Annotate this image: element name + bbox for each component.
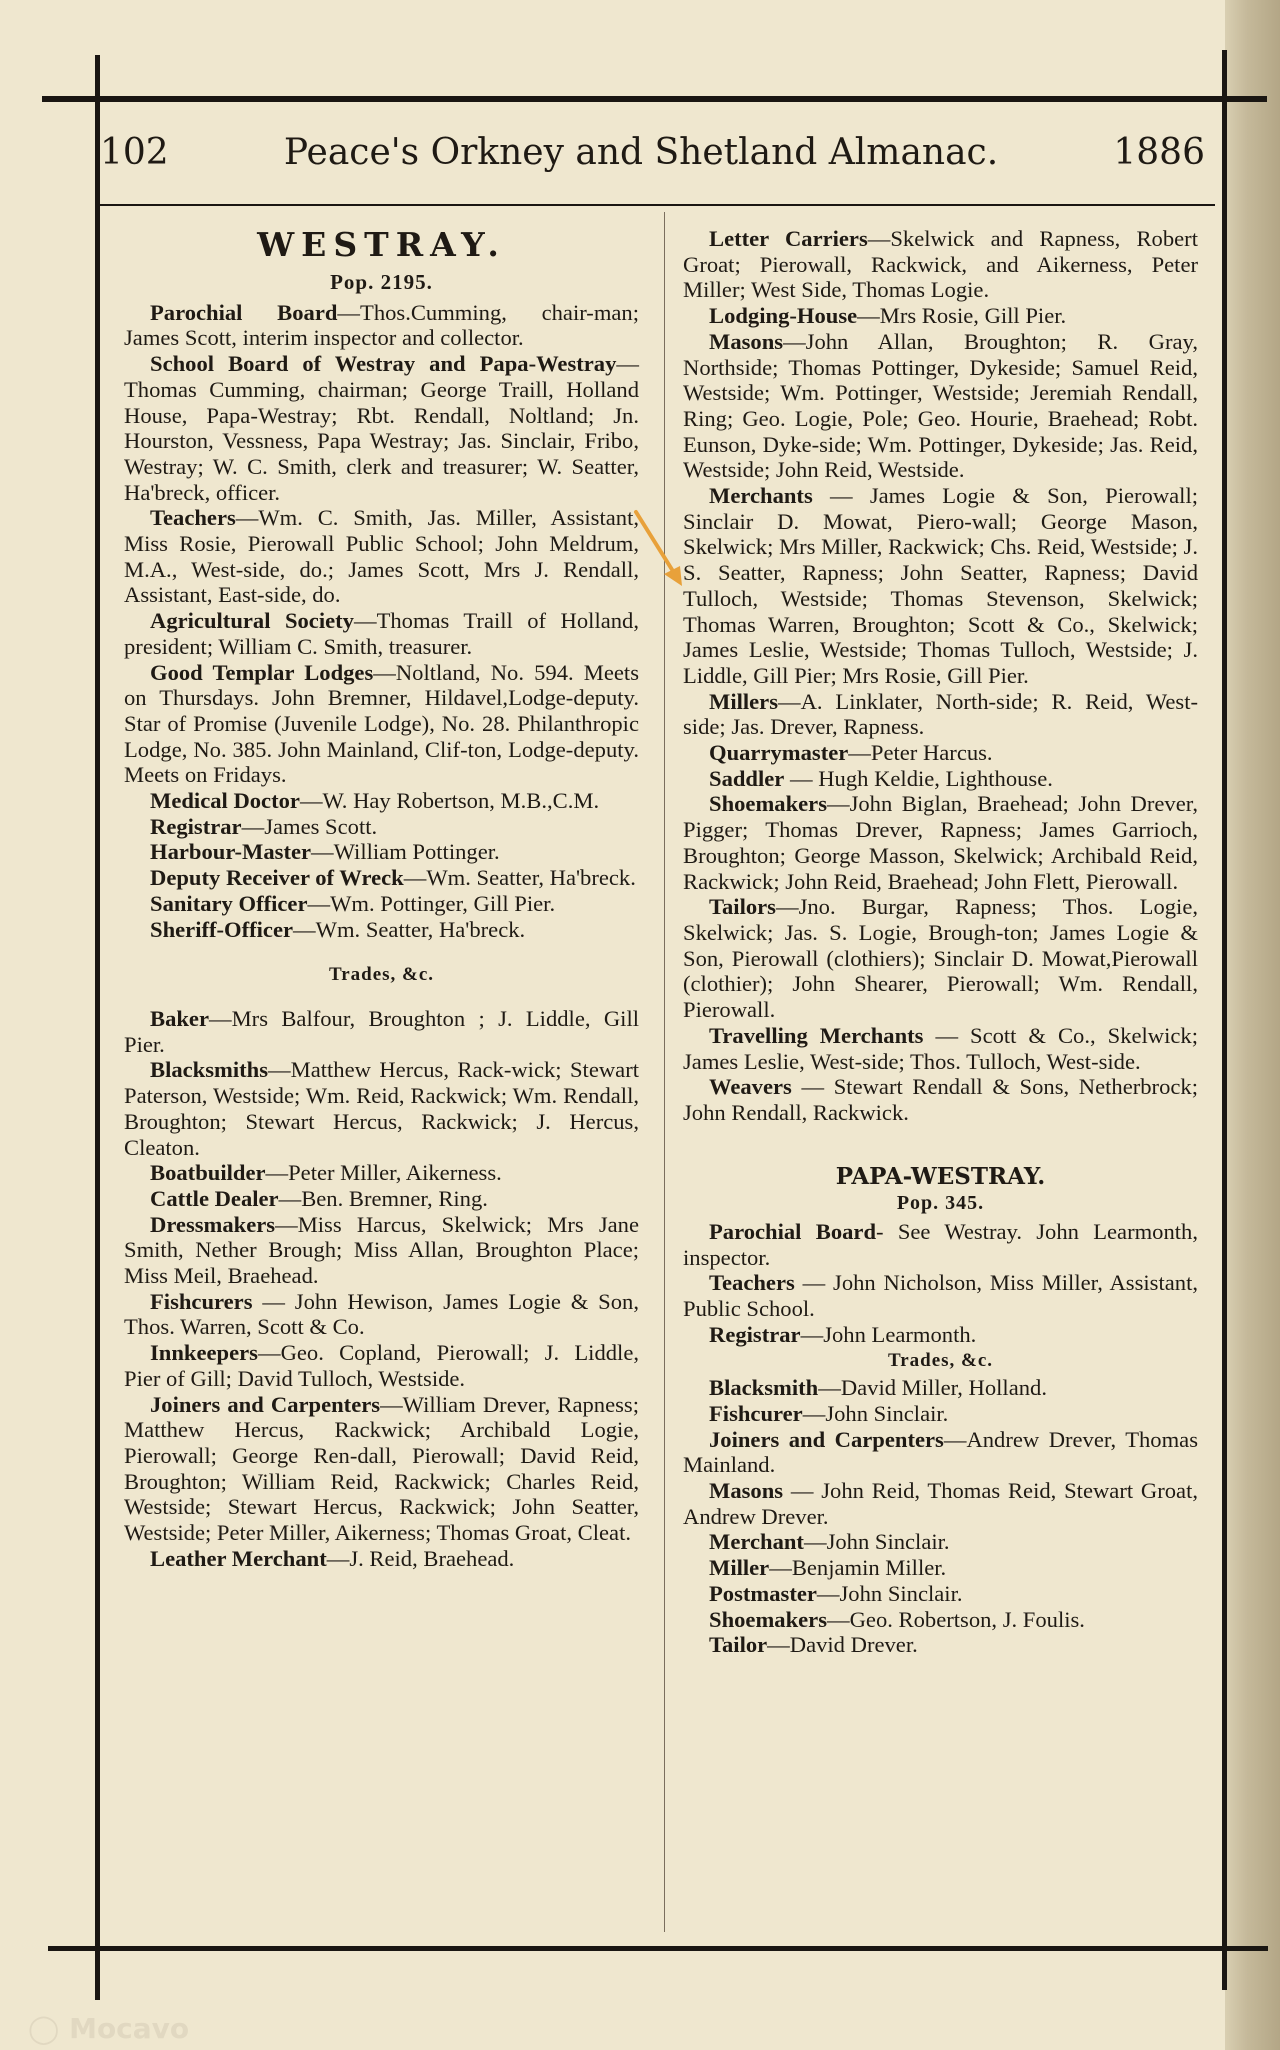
directory-entry xyxy=(124,660,639,789)
entry-text: —John Sinclair. xyxy=(816,1580,963,1606)
entry-heading: Sheriff-Officer xyxy=(150,916,294,942)
directory-entry xyxy=(124,1392,639,1546)
entry-heading: Fishcurers xyxy=(150,1288,253,1314)
left-column xyxy=(124,226,639,1571)
entry-heading: Teachers xyxy=(150,505,236,531)
entry-text: —Miss Harcus, Skelwick; Mrs Jane Smith, Nether Brough; Miss Allan, Broughton Place; Miss Meil, Braehead. xyxy=(124,1211,639,1289)
right-column xyxy=(683,226,1198,1658)
directory-entry xyxy=(683,483,1198,689)
entry-text: —James Scott. xyxy=(241,813,378,839)
entry-heading: Joiners and Carpenters xyxy=(709,1426,944,1452)
directory-entry xyxy=(124,1340,639,1391)
page-header xyxy=(100,132,1205,192)
entry-text: —A. Linklater, North-side; R. Reid, West-side; Jas. Drever, Rapness. xyxy=(683,688,1198,740)
entry-heading: Teachers xyxy=(709,1270,795,1296)
entry-text: —Thos.Cumming, chair-man; James Scott, interim inspector and collector. xyxy=(124,299,639,351)
entry-text: —Wm. C. Smith, Jas. Miller, Assistant, Miss Rosie, Pierowall Public School; John Meldrum, M.A., West-side, do.; James Scott, Mrs J. Rendall, Assistant, East-side, do. xyxy=(124,505,639,608)
directory-entry xyxy=(124,608,639,659)
entry-heading: Leather Merchant xyxy=(150,1545,327,1571)
entry-heading: Letter Carriers xyxy=(709,226,868,251)
entry-text: —John Biglan, Braehead; John Drever, Pigger; Thomas Drever, Rapness; James Garrioch, Broughton; George Masson, Skelwick; Archibald Reid, Rackwick; John Reid, Braehead; John Flett, Pierowall. xyxy=(683,791,1198,894)
page-edge xyxy=(1225,0,1280,2050)
entry-text: — John Reid, Thomas Reid, Stewart Groat, Andrew Drever. xyxy=(683,1478,1198,1529)
directory-entry xyxy=(683,1427,1198,1478)
entry-text: —John Sinclair. xyxy=(803,1529,950,1555)
entry-text: —Peter Harcus. xyxy=(848,740,993,766)
entry-heading: Shoemakers xyxy=(709,1606,827,1632)
entry-heading: Registrar xyxy=(150,813,242,839)
entry-heading: School Board of Westray and Papa-Westray xyxy=(150,351,617,377)
directory-entry xyxy=(683,1581,1198,1607)
entry-heading: Innkeepers xyxy=(150,1340,258,1366)
left-border xyxy=(95,55,100,2000)
entry-heading: Tailors xyxy=(709,894,776,920)
directory-entry xyxy=(683,740,1198,766)
directory-entry xyxy=(683,226,1198,303)
entry-text: —J. Reid, Braehead. xyxy=(326,1545,515,1571)
watermark-logo: ◯ Mocavo xyxy=(28,2012,190,2045)
entry-text: —Wm. Pottinger, Gill Pier. xyxy=(307,890,556,916)
directory-entry xyxy=(124,839,639,865)
entry-text: —Peter Miller, Aikerness. xyxy=(265,1160,502,1186)
entry-heading: Harbour-Master xyxy=(150,839,312,865)
entry-heading: Baker xyxy=(150,1005,209,1031)
directory-entry xyxy=(683,1074,1198,1125)
entry-text: —William Pottinger. xyxy=(311,839,500,865)
entry-heading: Masons xyxy=(709,1478,784,1504)
entry-text: —Geo. Robertson, J. Foulis. xyxy=(827,1606,1085,1632)
entry-text: —Benjamin Miller. xyxy=(769,1555,947,1581)
directory-entry xyxy=(683,303,1198,329)
directory-entry xyxy=(124,1006,639,1057)
entry-heading: Blacksmith xyxy=(709,1375,819,1401)
entry-text: —Ben. Bremner, Ring. xyxy=(278,1185,488,1211)
entry-heading: Dressmakers xyxy=(150,1211,276,1237)
entry-heading: Weavers xyxy=(709,1074,792,1100)
directory-entry xyxy=(124,505,639,608)
entry-heading: Parochial Board xyxy=(709,1219,877,1245)
entry-text: —Geo. Copland, Pierowall; J. Liddle, Pier of Gill; David Tulloch, Westside. xyxy=(124,1340,639,1391)
arrow-icon xyxy=(630,508,690,588)
entry-heading: Travelling Merchants xyxy=(709,1022,924,1048)
directory-entry xyxy=(683,1219,1198,1270)
entry-heading: Quarrymaster xyxy=(709,740,849,766)
entry-text: — Stewart Rendall & Sons, Netherbrock; John Rendall, Rackwick. xyxy=(683,1074,1198,1125)
entry-heading: Merchant xyxy=(709,1529,804,1555)
entry-text: —William Drever, Rapness; Matthew Hercus, Rackwick; Archibald Logie, Pierowall; George Ren-dall, Pierowall; David Reid, Broughton; William Reid, Rackwick; Charles Reid, Westside; Stewart Hercus, Rackwick; John Seatter, Westside; Peter Miller, Aikerness; Thomas Groat, Cleat. xyxy=(124,1391,639,1546)
directory-entry xyxy=(124,917,639,943)
directory-entry xyxy=(683,1023,1198,1074)
directory-entry xyxy=(683,1478,1198,1529)
entry-text: — John Hewison, James Logie & Son, Thos. Warren, Scott & Co. xyxy=(124,1288,639,1340)
entry-heading: Medical Doctor xyxy=(150,788,300,814)
entry-heading: Millers xyxy=(709,688,779,714)
directory-entry xyxy=(124,1212,639,1289)
top-rule xyxy=(42,96,1267,102)
population-papa-westray: Pop. 345. xyxy=(896,1192,985,1215)
population-westray: Pop. 2195. xyxy=(330,270,433,294)
westray-trades xyxy=(124,1006,639,1571)
right-border xyxy=(1222,50,1227,1990)
westray-entries xyxy=(124,300,639,943)
directory-entry xyxy=(124,1546,639,1572)
entry-heading: Miller xyxy=(709,1555,770,1581)
entry-text: — James Logie & Son, Pierowall; Sinclair D. Mowat, Piero-wall; George Mason, Skelwick; Mrs Miller, Rackwick; Chs. Reid, Westside; J. S. Seatter, Rapness; John Seatter, Rapness; David Tulloch, Westside; Thomas Stevenson, Skelwick; Thomas Warren, Broughton; Scott & Co., Skelwick; James Leslie, Westside; Thomas Tulloch, Westside; J. Liddle, Gill Pier; Mrs Rosie, Gill Pier. xyxy=(683,483,1198,688)
directory-entry xyxy=(683,689,1198,740)
directory-entry xyxy=(683,791,1198,894)
directory-entry xyxy=(124,1289,639,1340)
papa-westray-entries xyxy=(683,1219,1198,1348)
westray-entries-continued xyxy=(683,226,1198,1126)
directory-entry xyxy=(124,1057,639,1160)
entry-text: —David Drever. xyxy=(767,1632,918,1658)
entry-text: —Andrew Drever, Thomas Mainland. xyxy=(683,1426,1199,1478)
entry-heading: Joiners and Carpenters xyxy=(150,1391,381,1417)
year: 1886 xyxy=(1113,132,1205,173)
entry-text: —Thomas Traill of Holland, president; William C. Smith, treasurer. xyxy=(124,608,639,659)
papa-westray-trades xyxy=(683,1375,1198,1658)
entry-heading: Blacksmiths xyxy=(150,1057,269,1083)
section-title-westray: WESTRAY. xyxy=(257,225,506,264)
directory-entry xyxy=(683,766,1198,792)
directory-entry xyxy=(124,891,639,917)
directory-entry xyxy=(683,1632,1198,1658)
directory-entry xyxy=(124,1186,639,1212)
directory-entry xyxy=(683,329,1198,483)
entry-heading: Parochial Board xyxy=(150,299,338,325)
entry-text: — Scott & Co., Skelwick; James Leslie, West-side; Thos. Tulloch, West-side. xyxy=(683,1022,1198,1074)
bottom-rule xyxy=(48,1946,1268,1951)
entry-heading: Lodging-House xyxy=(709,303,858,329)
directory-entry xyxy=(683,1270,1198,1321)
entry-text: —Noltland, No. 594. Meets on Thursdays. John Bremner, Hildavel,Lodge-deputy. Star of Promise (Juvenile Lodge), No. 28. Philanthropic Lodge, No. 385. John Mainland, Clif-ton, Lodge-deputy. Meets on Fridays. xyxy=(124,659,639,788)
entry-heading: Boatbuilder xyxy=(150,1160,266,1186)
directory-entry xyxy=(124,300,639,351)
directory-entry xyxy=(683,1401,1198,1427)
entry-text: —John Learmonth. xyxy=(800,1321,977,1347)
entry-text: —Wm. Seatter, Ha'breck. xyxy=(293,916,526,942)
almanac-title: Peace's Orkney and Shetland Almanac. xyxy=(283,132,999,173)
entry-text: — John Nicholson, Miss Miller, Assistant, Public School. xyxy=(683,1270,1198,1322)
entry-heading: Sanitary Officer xyxy=(150,890,308,916)
directory-entry xyxy=(683,1555,1198,1581)
directory-entry xyxy=(124,865,639,891)
directory-entry xyxy=(683,1322,1198,1348)
entry-text: —Skelwick and Rapness, Robert Groat; Pierowall, Rackwick, and Aikerness, Peter Miller; West Side, Thomas Logie. xyxy=(683,226,1198,303)
entry-heading: Postmaster xyxy=(709,1580,817,1606)
entry-heading: Saddler xyxy=(709,765,785,791)
directory-entry xyxy=(683,1529,1198,1555)
entry-text: — Hugh Keldie, Lighthouse. xyxy=(784,765,1053,791)
entry-heading: Shoemakers xyxy=(709,791,827,817)
column-divider xyxy=(664,212,665,1932)
directory-entry xyxy=(124,814,639,840)
directory-entry xyxy=(124,788,639,814)
section-title-papa-westray: PAPA-WESTRAY. xyxy=(835,1162,1046,1190)
page-number: 102 xyxy=(100,132,169,173)
entry-heading: Tailor xyxy=(709,1632,768,1658)
header-rule xyxy=(100,204,1215,206)
entry-heading: Good Templar Lodges xyxy=(150,659,374,685)
entry-text: —Matthew Hercus, Rack-wick; Stewart Paterson, Westside; Wm. Reid, Rackwick; Wm. Rendall, Broughton; Stewart Hercus, Rackwick; J. Hercus, Cleaton. xyxy=(124,1057,639,1160)
entry-heading: Merchants xyxy=(709,483,813,509)
entry-text: —David Miller, Holland. xyxy=(818,1375,1047,1401)
entry-text: —Mrs Balfour, Broughton ; J. Liddle, Gill Pier. xyxy=(124,1005,639,1057)
entry-text: —Thomas Cumming, chairman; George Traill, Holland House, Papa-Westray; Rbt. Rendall, Noltland; Jn. Hourston, Vessness, Papa Westray; Jas. Sinclair, Fribo, Westray; W. C. Smith, clerk and treasurer; W. Seatter, Ha'breck, officer. xyxy=(124,351,639,505)
entry-text: - See Westray. John Learmonth, inspector. xyxy=(683,1219,1198,1270)
directory-entry xyxy=(683,894,1198,1023)
entry-text: —Jno. Burgar, Rapness; Thos. Logie, Skelwick; Jas. S. Logie, Brough-ton; James Logie & Son, Pierowall (clothiers); Sinclair D. Mowat,Pierowall (clothier); John Shearer, Pierowall; Wm. Rendall, Pierowall. xyxy=(683,894,1198,1023)
entry-heading: Cattle Dealer xyxy=(150,1185,279,1211)
entry-text: —John Allan, Broughton; R. Gray, Northside; Thomas Pottinger, Dykeside; Samuel Reid, Westside; Wm. Pottinger, Westside; Jeremiah Rendall, Ring; Geo. Logie, Pole; Geo. Hourie, Braehead; Robt. Eunson, Dyke-side; Wm. Pottinger, Dykeside; Jas. Reid, Westside; John Reid, Westside. xyxy=(683,328,1198,483)
directory-entry xyxy=(683,1375,1198,1401)
entry-text: —Mrs Rosie, Gill Pier. xyxy=(857,303,1067,329)
trades-heading-papa-westray: Trades, &c. xyxy=(887,1349,994,1371)
directory-entry xyxy=(683,1607,1198,1633)
trades-heading-westray: Trades, &c. xyxy=(328,964,435,986)
directory-entry xyxy=(124,1160,639,1186)
entry-heading: Fishcurer xyxy=(709,1400,803,1426)
entry-heading: Deputy Receiver of Wreck xyxy=(150,865,404,891)
entry-heading: Registrar xyxy=(709,1321,801,1347)
entry-text: —John Sinclair. xyxy=(802,1400,949,1426)
entry-heading: Agricultural Society xyxy=(150,608,354,634)
directory-entry xyxy=(124,351,639,505)
entry-heading: Masons xyxy=(709,328,784,354)
entry-text: —Wm. Seatter, Ha'breck. xyxy=(403,865,636,891)
entry-text: —W. Hay Robertson, M.B.,C.M. xyxy=(299,788,600,814)
